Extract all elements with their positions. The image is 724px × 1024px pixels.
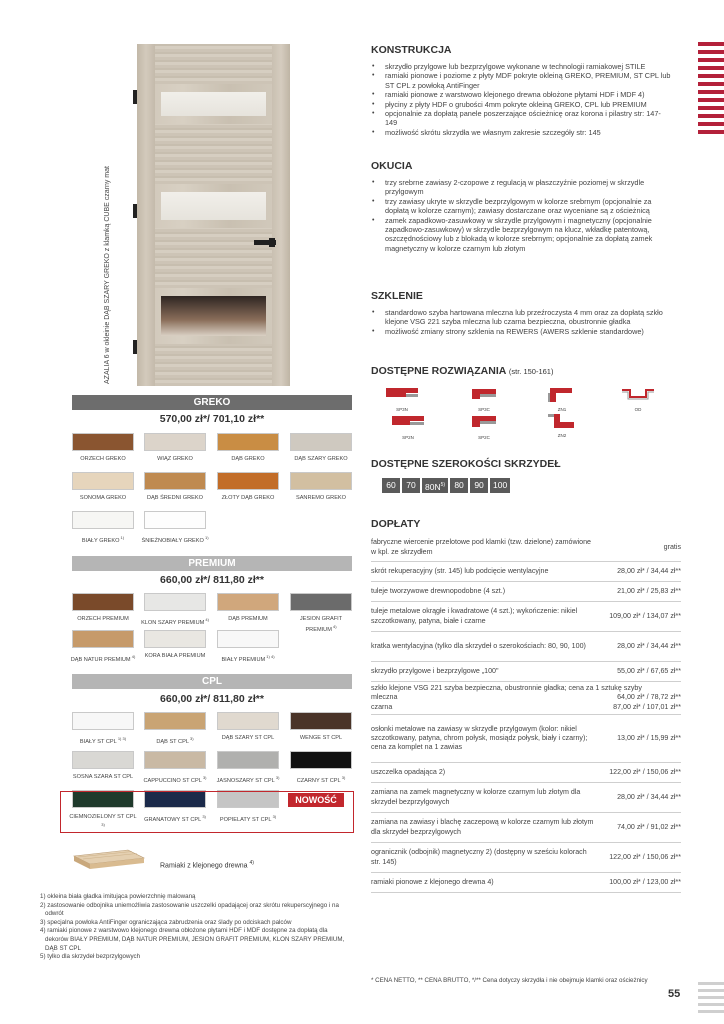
finish-label: ORZECH GREKO — [80, 456, 126, 462]
finish-swatch — [290, 751, 352, 769]
footnote: 1) okleina biała gładka imitująca powierzchnię malowaną — [40, 893, 196, 900]
table-row: zamiana na zawiasy i blachę zaczepową w kolorze czarnym lub złotym dla skrzydeł bezprzylgowych 74,00 zł* / 91,02 zł** — [371, 813, 681, 843]
finish-label: BIAŁY PREMIUM $^{1) 4)}$ — [221, 654, 275, 663]
finish-label: DĄB PREMIUM — [228, 616, 268, 622]
solution-sp3c: SP3C — [466, 384, 502, 412]
table-row: kratka wentylacyjna (tylko dla skrzydeł o szerokościach: 80, 90, 100) 28,00 zł* / 34,44 zł** — [371, 632, 681, 662]
solution-sp2c: SP2C — [466, 412, 502, 440]
finish-label: DĄB GREKO — [231, 456, 265, 462]
footnote: 4) ramiaki pionowe z warstwowo klejonego drewna obłożone płytami HDF i MDF dostępne za dopłatą dla dekorów BIAŁY PREMIUM, DĄB NATUR PREMIUM, JESION GRAFIT PREMIUM, KLON SZARY PREMIUM, DĄB ST CPL — [40, 927, 345, 952]
cpl-price: 660,00 zł*/ 811,80 zł** — [160, 693, 264, 705]
finish-label: CAPPUCCINO ST CPL $^{3)}$ — [143, 775, 207, 784]
finish-label: SANREMO GREKO — [295, 495, 347, 501]
table-row: zamiana na zamek magnetyczny w kolorze czarnym lub złotym dla skrzydeł bezprzylgowych 28,00 zł* / 34,44 zł** — [371, 783, 681, 813]
konstrukcja-title: KONSTRUKCJA — [371, 44, 452, 56]
solution-sp3n: SP3N — [384, 384, 420, 412]
finish-label: BIAŁY ST CPL $^{1) 3)}$ — [79, 736, 127, 745]
finish-label: DĄB SZARY GREKO — [294, 456, 348, 462]
finish-label: SONOMA GREKO — [79, 495, 127, 501]
finish-label: CZARNY ST CPL $^{3)}$ — [296, 775, 346, 784]
szklenie-list — [371, 308, 671, 336]
premium-price: 660,00 zł*/ 811,80 zł** — [160, 574, 264, 586]
szerokosci-title: DOSTĘPNE SZEROKOŚCI SKRZYDEŁ — [371, 458, 561, 470]
ramiaki-image — [70, 848, 148, 870]
finish-label: KORA BIAŁA PREMIUM — [144, 653, 206, 659]
footnote: 5) tylko dla skrzydeł bezprzylgowych — [40, 953, 141, 961]
table-row: skrót rekuperacyjny (str. 145) lub podcięcie wentylacyjne 28,00 zł* / 34,44 zł** — [371, 562, 681, 582]
width-80: 80 — [450, 478, 468, 493]
greko-header: GREKO — [72, 395, 352, 410]
finish-label: BIAŁY GREKO $^{1)}$ — [81, 535, 125, 544]
table-row: ogranicznik (odbojnik) magnetyczny 2) (dostępny w sześciu kolorach str. 145) 122,00 zł* / 150,06 zł** — [371, 843, 681, 873]
okucia-list — [371, 178, 671, 253]
finish-label: DĄB NATUR PREMIUM $^{4)}$ — [70, 654, 136, 663]
list-item: • skrzydło przylgowe lub bezprzylgowe wykonane w technologii ramiakowej STILE — [371, 62, 671, 71]
list-item: • trzy zawiasy ukryte w skrzydle bezprzylgowym w kolorze srebrnym (opcjonalnie za dopłatą w kolorze czarnym); zawiasy dostarczane oraz wyceniane są z ościeżnicą — [371, 197, 671, 216]
table-row: tuleje metalowe okrągłe i kwadratowe (4 szt.); wykończenie: nikiel szczotkowany, patyna, białe i czarne 109,00 zł* / 134,07 zł** — [371, 602, 681, 632]
list-item: • zamek zapadkowo-zasuwkowy w skrzydle przylgowym i magnetyczny (opcjonalnie zapadkowo-zasuwkowy) w skrzydle bezprzylgowym na klucz, wkładkę patentową, oszczędnościowy lub z blokadą w kolorze srebrnym; opcjonalnie za dopłatą zamek magnetyczny w kolorze czarnym lub złotym — [371, 216, 671, 254]
table-row: ramiaki pionowe z klejonego drewna 4) 100,00 zł* / 123,00 zł** — [371, 873, 681, 893]
finish-label: ŚNIEŻNOBIAŁY GREKO $^{1)}$ — [141, 535, 209, 544]
finish-label: ORZECH PREMIUM — [77, 616, 129, 622]
solution-sp2n: SP2N — [390, 412, 426, 440]
width-options — [382, 478, 510, 493]
finish-label: DĄB ŚREDNI GREKO — [147, 495, 203, 501]
finish-swatch — [144, 712, 206, 730]
table-row: uszczelka opadająca 2) 122,00 zł* / 150,06 zł** — [371, 763, 681, 783]
finish-swatch — [144, 751, 206, 769]
door-caption: AZALIA 6 w okleinie DĄB SZARY GREKO z klamką CUBE czarny mat — [104, 166, 111, 384]
footnote: 3) specjalna powłoka AntiFinger ograniczająca zabrudzenia oraz ślady po odciskach palców — [40, 918, 292, 926]
finish-label: GRANATOWY ST CPL $^{3)}$ — [144, 814, 206, 823]
footnotes — [40, 893, 345, 962]
list-item: • płyciny z płyty HDF o grubości 4mm pokryte okleiną GREKO, CPL lub PREMIUM — [371, 100, 671, 109]
solution-zn1: ZN1 — [544, 384, 580, 412]
nowosc-badge: NOWOŚĆ — [288, 793, 344, 807]
finish-label: CIEMNOZIELONY ST CPL $^{3)}$ — [69, 814, 137, 827]
finish-swatch — [144, 593, 206, 611]
finish-swatch — [72, 433, 134, 451]
finish-label: SOSNA SZARA ST CPL — [72, 774, 134, 780]
door-image — [137, 44, 290, 386]
width-100: 100 — [490, 478, 510, 493]
brand-stripes-top — [698, 42, 724, 138]
list-item: • standardowo szyba hartowana mleczna lub przeźroczysta 4 mm oraz za dopłatą szkło klejone VSG 221 szyba mleczna lub czarna bezpieczna, obustronnie gładka — [371, 308, 671, 327]
finish-swatch — [217, 472, 279, 490]
finish-swatch — [217, 751, 279, 769]
brand-stripes-bottom — [698, 982, 724, 1017]
finish-swatch — [72, 751, 134, 769]
finish-label: ZŁOTY DĄB GREKO — [221, 495, 275, 501]
finish-swatch — [144, 511, 206, 529]
footnote: 2) zastosowanie odbojnika uniemożliwia zastosowanie uszczelki opadającej oraz skrótu rekuperscyjnego i na odwrót — [40, 901, 339, 918]
finish-swatch — [290, 472, 352, 490]
table-row: tuleje tworzywowe drewnopodobne (4 szt.) 21,00 zł* / 25,83 zł** — [371, 582, 681, 602]
finish-label: KLON SZARY PREMIUM $^{4)}$ — [141, 617, 209, 626]
finish-label: JASNOSZARY ST CPL $^{3)}$ — [216, 775, 280, 784]
list-item: • możliwość zmiany strony szklenia na REWERS (AWERS szklenie standardowe) — [371, 327, 671, 336]
finish-swatch — [144, 472, 206, 490]
table-row: osłonki metalowe na zawiasy w skrzydle przylgowym (kolor: nikiel szczotkowany, patyna, chrom połysk, mosiądz połysk, biały i czarny); cena za komplet na 1 zawias 13,00 zł* / 15,99 zł** — [371, 715, 681, 763]
finish-swatch — [217, 593, 279, 611]
finish-swatch — [72, 630, 134, 648]
price-footnote: * CENA NETTO, ** CENA BRUTTO, */** Cena dotyczy skrzydła i nie obejmuje klamki oraz ościeżnicy — [371, 977, 648, 984]
finish-label: DĄB ST CPL $^{3)}$ — [156, 736, 194, 745]
solution-od: OD — [620, 384, 656, 412]
table-row: skrzydło przylgowe i bezprzylgowe „100" 55,00 zł* / 67,65 zł** — [371, 662, 681, 682]
list-item: • możliwość skrótu skrzydła we własnym zakresie szczegóły str: 145 — [371, 128, 671, 137]
rozwiazania-title: DOSTĘPNE ROZWIĄZANIA (str. 150-161) — [371, 365, 554, 377]
width-70: 70 — [402, 478, 420, 493]
width-90: 90 — [470, 478, 488, 493]
finish-swatch — [217, 630, 279, 648]
finish-label: WIĄZ GREKO — [157, 456, 193, 462]
ramiaki-label: Ramiaki z klejonego drewna $^{4)}$ — [160, 860, 254, 870]
premium-header: PREMIUM — [72, 556, 352, 571]
list-item: • trzy srebrne zawiasy 2-czopowe z regulacją w płaszczyźnie poziomej w skrzydle przylgowym — [371, 178, 671, 197]
solution-zn2: ZN2 — [544, 410, 580, 438]
list-item: • ramiaki pionowe i poziome z płyty MDF pokryte okleiną GREKO, PREMIUM, ST CPL lub ST CPL z powłoką AntiFinger — [371, 71, 671, 90]
finish-swatch — [290, 593, 352, 611]
table-row: fabryczne wiercenie przelotowe pod klamki (tzw. dzielone) zamówione w kpl. ze skrzydłem gratis — [371, 534, 681, 562]
finish-swatch — [72, 472, 134, 490]
finish-label: DĄB SZARY ST CPL — [221, 735, 275, 741]
finish-label: WENGE ST CPL — [299, 735, 343, 741]
finish-swatch — [290, 433, 352, 451]
finish-swatch — [217, 433, 279, 451]
finish-swatch — [144, 433, 206, 451]
width-60: 60 — [382, 478, 400, 493]
finish-label: POPIELATY ST CPL $^{3)}$ — [219, 814, 277, 823]
finish-swatch — [144, 630, 206, 648]
okucia-title: OKUCIA — [371, 160, 413, 172]
finish-swatch — [72, 511, 134, 529]
list-item: • ramiaki pionowe z warstwowo klejonego drewna obłożone płytami HDF i MDF 4) — [371, 90, 671, 99]
width-80n: $80N^{5)}$ — [422, 478, 448, 493]
finish-swatch — [72, 593, 134, 611]
cpl-header: CPL — [72, 674, 352, 689]
doplaty-table — [371, 534, 681, 893]
table-row-vsg: szkło klejone VSG 221 szyba bezpieczna, obustronnie gładka; cena za 1 sztukę szyby mleczna 64,00 zł* / 78,72 zł** czarna 87,00 zł* / 107,01 zł** — [371, 682, 681, 715]
szklenie-title: SZKLENIE — [371, 290, 423, 302]
finish-swatch — [290, 712, 352, 730]
list-item: • opcjonalnie za dopłatą panele poszerzające ościeżnicę oraz korona i pilastry str: 147-149 — [371, 109, 671, 128]
finish-label: JESION GRAFIT PREMIUM $^{4)}$ — [299, 616, 343, 633]
greko-price: 570,00 zł*/ 701,10 zł** — [159, 413, 265, 425]
konstrukcja-list — [371, 62, 671, 137]
finish-swatch — [72, 712, 134, 730]
doplaty-title: DOPŁATY — [371, 518, 421, 530]
page-number: 55 — [668, 988, 681, 1000]
finish-swatch — [217, 712, 279, 730]
